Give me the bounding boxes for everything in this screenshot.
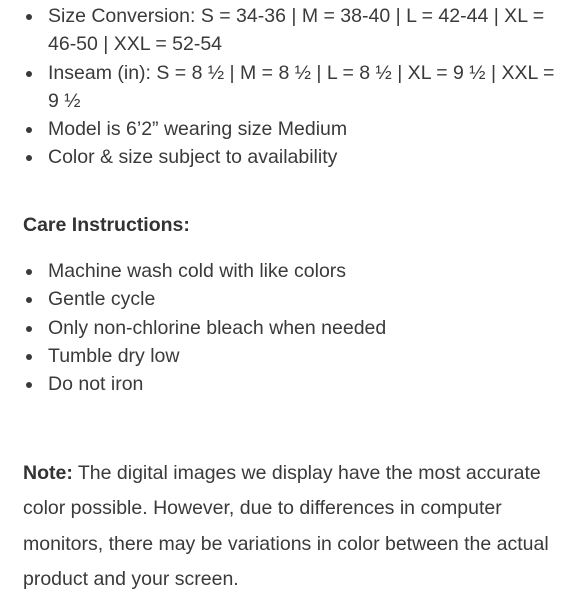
bullet-icon [26,14,32,20]
list-item-bleach [0,314,580,342]
size-details-list [0,2,580,172]
list-item-inseam [0,59,580,116]
list-item-text: Tumble dry low [48,344,180,367]
list-item-text: Size Conversion: S = 34-36 | M = 38-40 | L = 42-44 | XL = 46-50 | XXL = 52-54 [48,5,545,56]
care-instructions-heading: Care Instructions: [23,214,190,236]
bullet-icon [26,127,32,133]
list-item-text: Machine wash cold with like colors [48,260,347,282]
bullet-icon [26,297,32,303]
list-item-text: Gentle cycle [48,288,156,311]
note-body: The digital images we display have the most accurate color possible. However, due to differences in computer monitors, there may be variations in color between the actual product and your screen. [23,461,549,590]
list-item-cycle [0,285,580,313]
bullet-icon [26,326,32,332]
list-item-text: Do not iron [48,373,144,396]
list-item-wash [0,257,580,285]
bullet-icon [26,155,32,161]
note-paragraph [23,456,563,598]
bullet-icon [26,71,32,77]
note-label: Note: [23,461,73,484]
list-item-text: Model is 6’2” wearing size Medium [48,118,348,141]
bullet-icon [26,382,32,388]
care-instructions-list [0,257,580,398]
list-item-text: Only non-chlorine bleach when needed [48,316,387,339]
list-item-availability [0,143,580,171]
list-item-iron [0,370,580,398]
list-item-dry [0,342,580,370]
list-item-text: Color & size subject to availability [48,146,338,169]
bullet-icon [26,269,32,275]
list-item-text: Inseam (in): S = 8 ½ | M = 8 ½ | L = 8 ½ | XL = 9 ½ | XXL = 9 ½ [48,61,555,112]
bullet-icon [26,354,32,360]
list-item-size-conversion [0,2,580,59]
list-item-model-size [0,115,580,143]
